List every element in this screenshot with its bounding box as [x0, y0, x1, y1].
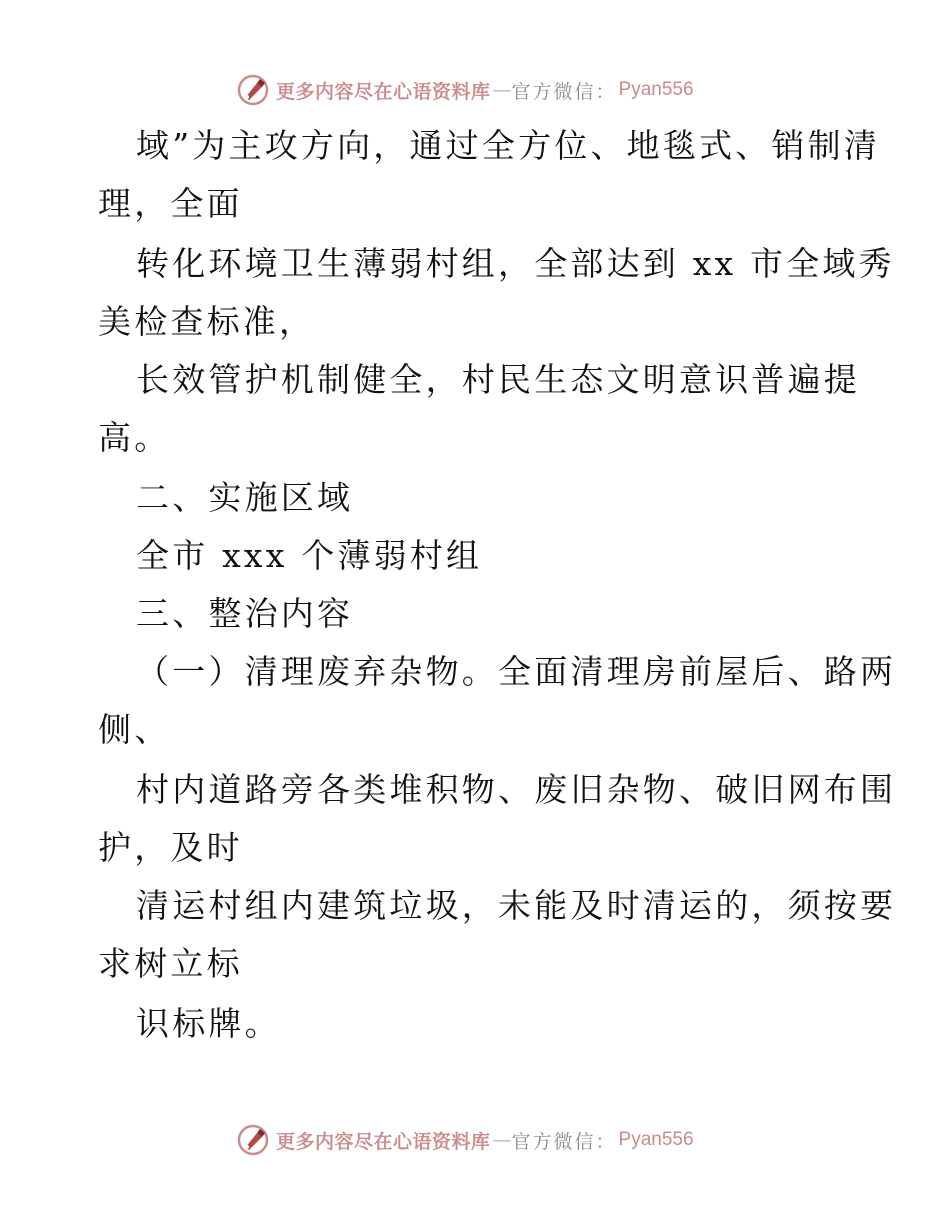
- watermark-site-text: 更多内容尽在心语资料库: [276, 80, 491, 103]
- paragraph-line: （一）清理废弃杂物。全面清理房前屋后、路两: [136, 652, 897, 691]
- paragraph-line: 转化环境卫生薄弱村组，全部达到 xx 市全域秀: [136, 244, 895, 283]
- watermark-label: 官方微信：: [511, 80, 617, 103]
- section-heading: 三、整治内容: [136, 594, 354, 633]
- paragraph-line: 清运村组内建筑垃圾，未能及时清运的，须按要: [136, 886, 897, 925]
- paragraph-line: 高。: [98, 418, 171, 457]
- paragraph-line: 理，全面: [98, 184, 243, 223]
- footer-watermark: [236, 1123, 694, 1157]
- watermark-dash: —: [492, 1129, 510, 1151]
- watermark-wechat-id: Pyan556: [618, 79, 694, 100]
- paragraph-line: 侧、: [98, 710, 171, 749]
- paragraph-line: 求树立标: [98, 944, 243, 983]
- pen-circle-icon: [236, 1123, 270, 1157]
- paragraph-line: 长效管护机制健全，村民生态文明意识普遍提: [136, 360, 860, 399]
- paragraph-line: 全市 xxx 个薄弱村组: [136, 536, 483, 575]
- watermark-dash: —: [492, 79, 510, 101]
- watermark-site-text: 更多内容尽在心语资料库: [276, 1130, 491, 1153]
- header-watermark: [236, 73, 694, 107]
- section-heading: 二、实施区域: [136, 478, 354, 517]
- paragraph-line: 村内道路旁各类堆积物、废旧杂物、破旧网布围: [136, 770, 897, 809]
- pen-circle-icon: [236, 73, 270, 107]
- paragraph-line: 识标牌。: [136, 1004, 281, 1043]
- paragraph-line: 域”为主攻方向，通过全方位、地毯式、销制清: [136, 126, 881, 165]
- watermark-label: 官方微信：: [511, 1130, 617, 1153]
- paragraph-line: 美检查标准，: [98, 302, 316, 341]
- paragraph-line: 护，及时: [98, 828, 243, 867]
- watermark-wechat-id: Pyan556: [618, 1129, 694, 1150]
